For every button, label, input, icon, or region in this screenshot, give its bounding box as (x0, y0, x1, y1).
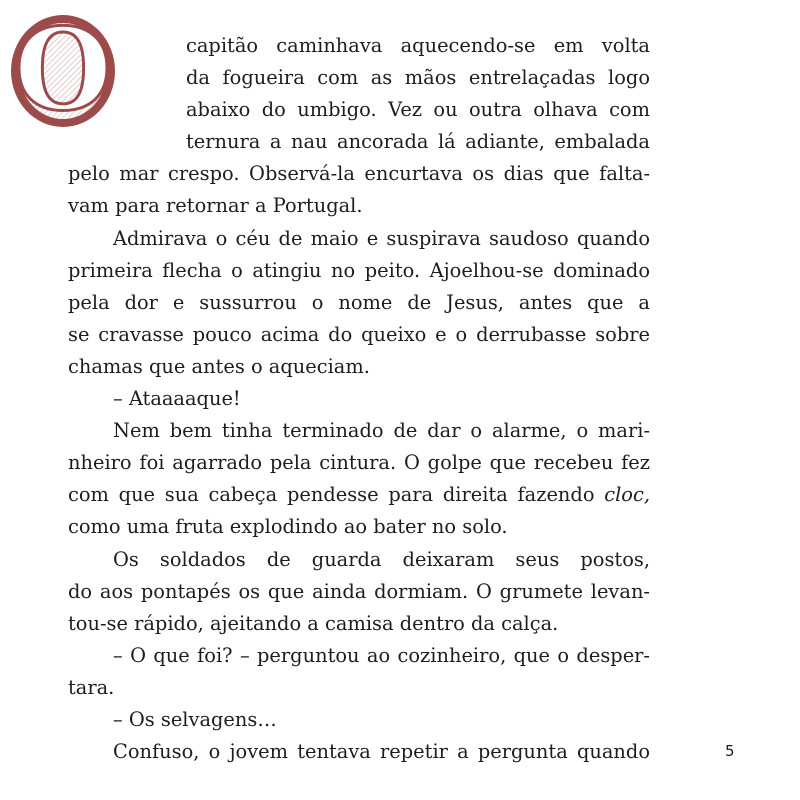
text-line: primeira flecha o atingiu no peito. Ajoelhou-se dominado (68, 258, 650, 282)
text-line: vam para retornar a Portugal. (68, 194, 363, 218)
text-line: Nem bem tinha terminado de dar o alarme, o mari- (113, 419, 650, 443)
drop-cap-glyph: O (14, 12, 112, 130)
text-line: nheiro foi agarrado pela cintura. O golpe que recebeu fez (68, 451, 650, 475)
text-line: ternura a nau ancorada lá adiante, embalada (186, 130, 650, 154)
italic-word: cloc, (604, 483, 650, 507)
text-line (68, 479, 650, 511)
text-line: – Os selvagens… (113, 707, 277, 731)
body-text (68, 30, 650, 768)
text-line: do aos pontapés os que ainda dormiam. O grumete levan- (68, 579, 650, 603)
text-line: Admirava o céu de maio e suspirava saudoso quando (113, 226, 650, 250)
text-line: capitão caminhava aquecendo-se em volta (186, 34, 650, 57)
text-line: tara. (68, 675, 115, 699)
text-line: pelo mar crespo. Observá-la encurtava os dias que falta- (68, 162, 650, 186)
text-line: pela dor e sussurrou o nome de Jesus, antes que a (68, 290, 650, 314)
page-number: 5 (725, 742, 735, 760)
text-line: tou-se rápido, ajeitando a camisa dentro da calça. (68, 611, 559, 635)
text-line: como uma fruta explodindo ao bater no solo. (68, 515, 508, 539)
text-line: Confuso, o jovem tentava repetir a pergunta quando (113, 740, 650, 764)
text-line: Os soldados de guarda deixaram seus postos, (113, 547, 650, 571)
text-segment: com que sua cabeça pendesse para direita fazendo (68, 483, 605, 507)
text-line: chamas que antes o aqueciam. (68, 354, 370, 378)
text-line: se cravasse pouco acima do queixo e o derrubasse sobre (68, 322, 650, 346)
text-line: – Ataaaaque! (113, 387, 241, 411)
text-line: abaixo do umbigo. Vez ou outra olhava com (186, 98, 650, 122)
text-line: – O que foi? – perguntou ao cozinheiro, que o desper- (113, 643, 650, 667)
text-line: da fogueira com as mãos entrelaçadas logo (186, 66, 650, 90)
